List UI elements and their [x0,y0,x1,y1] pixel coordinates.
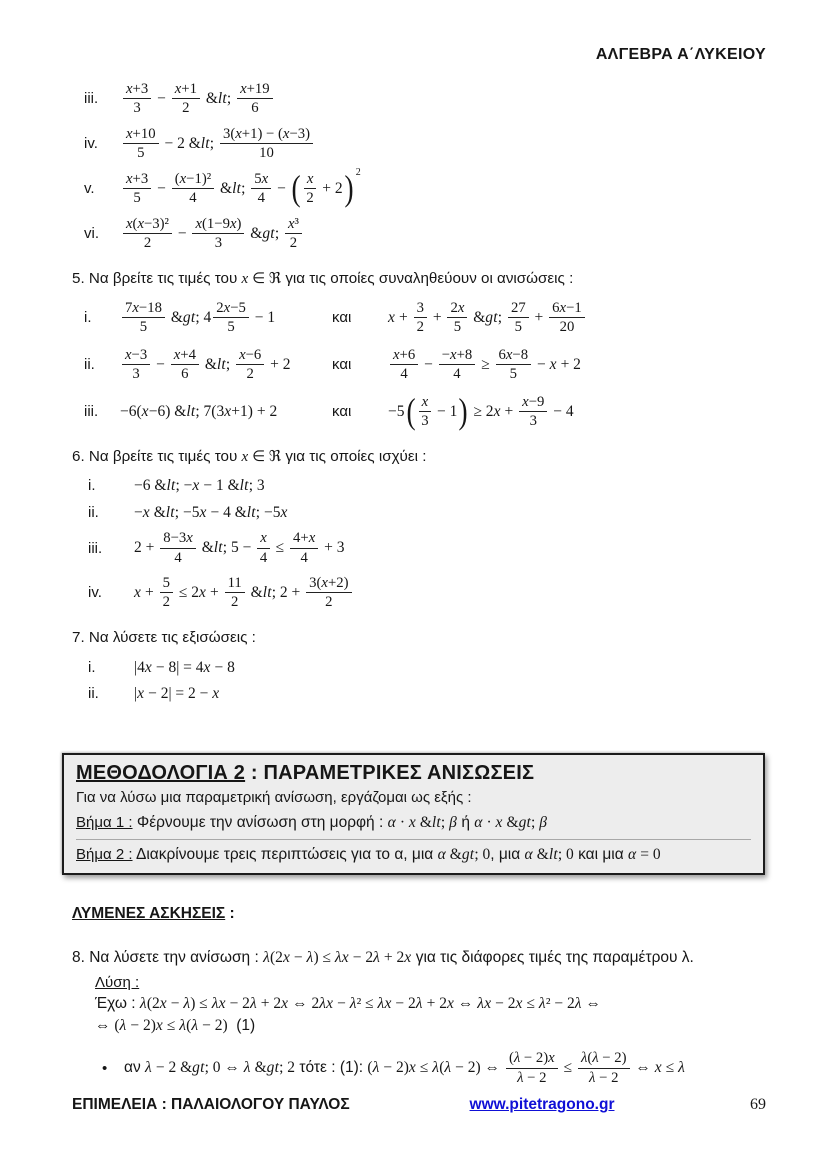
list-item [84,166,828,209]
list-item [84,299,828,337]
list-item [88,684,828,703]
math-expression: |4x − 8| = 4x − 8 [134,658,235,676]
math-expression: $\frac{x+6}{4}$ − $\frac{-x+8}{4}$ ≥ $\frac{6x-8}{5}$ − x + 2 [388,346,828,384]
math-expression: −5 ( $\frac{x}{3}$ − 1 ) ≥ 2x + $\frac{x-9}{3}$ − 4 [388,391,574,432]
problem-statement: 8. Να λύσετε την ανίσωση : λ(2x − λ) ≤ λx − 2λ + 2x για τις διάφορες τιμές της παραμέτρου λ. [72,949,694,967]
methodology-title [76,762,751,785]
problem-6 [0,447,828,612]
editor-credit: ΕΠΙΜΕΛΕΙΑ : ΠΑΛΑΙΟΛΟΓΟΥ ΠΑΥΛΟΣ [72,1096,350,1113]
list-item [88,503,828,522]
item-label: iv. [84,135,98,153]
item-label: i. [88,658,96,676]
item-label: iii. [88,539,103,557]
list-item [88,529,828,567]
math-expression: $\frac{x+10}{5}$ − 2 &lt; $\frac{3(x+1) - (x-3)}{10}$ [121,125,315,163]
math-expression: $\frac{\text{x(x−3)²}}{2}$ − $\frac{x(1-9x)}{3}$ &gt; $\frac{\text{x³}}{2}$ [121,215,304,253]
item-label: v. [84,180,95,198]
list-item [84,393,828,431]
list-item [84,80,828,118]
solution-line: Έχω : λ(2x − λ) ≤ λx − 2λ + 2x ⇔ 2λx − λ² ≤ λx − 2λ + 2x ⇔ λx − 2x ≤ λ² − 2λ ⇔ [95,994,602,1012]
solution-case [102,1049,828,1087]
math-expression: $\frac{x+3}{3}$ − $\frac{x+1}{2}$ &lt; $\frac{x+19}{6}$ [121,80,275,118]
math-expression: −6(x−6) &lt; 7(3x+1) + 2 [120,402,278,420]
math-expression: −x &lt; −5x − 4 &lt; −5x [134,503,288,521]
item-label: ii. [88,685,99,703]
math-expression: −6 &lt; −x − 1 &lt; 3 [134,477,265,495]
item-label: iii. [84,403,99,421]
math-expression: x + $\frac{5}{2}$ ≤ 2x + $\frac{11}{2}$ &lt; 2 + $\frac{3(x+2)}{2}$ [134,574,354,612]
page-header [0,0,828,64]
website-link[interactable]: www.pitetragono.gr [469,1096,615,1113]
item-label: i. [84,309,92,327]
math-expression: |x − 2| = 2 − x [134,685,220,703]
step-text: Φέρνουμε την ανίσωση στη μορφή : α · x &lt; β ή α · x &gt; β [132,814,548,832]
conjunction-label: και [332,356,352,374]
problem-heading: 6. Να βρείτε τις τιμές του x ∈ ℜ για τις οποίες ισχύει : [72,447,427,465]
methodology-title-number: ΜΕΘΟΔΟΛΟΓΙΑ 2 [76,762,246,785]
item-label: i. [88,477,96,495]
conjunction-label: και [332,403,352,421]
list-item [84,346,828,384]
methodology-step-2 [76,839,751,864]
problem-heading: 5. Να βρείτε τις τιμές του x ∈ ℜ για τις οποίες συναληθεύουν οι ανισώσεις : [72,269,574,287]
math-expression: αν λ − 2 &gt; 0 ⇔ λ &gt; 2 τότε : (1): (λ − 2)x ≤ λ(λ − 2) ⇔ $\frac{(\lambda - 2)x}{\lambda - 2}$ ≤ $\frac{\lambda(\lambda - 2)}{\lambda - 2}$ ⇔ x ≤ λ [124,1050,686,1086]
methodology-step-1 [76,810,751,832]
solved-exercises-heading [72,905,828,923]
list-item [88,476,828,495]
page-number: 69 [750,1096,766,1113]
methodology-intro: Για να λύσω μια παραμετρική ανίσωση, εργάζομαι ως εξής : [76,789,472,807]
list-item [88,658,828,677]
item-label: iv. [88,584,102,602]
solved-heading-colon: : [225,905,235,923]
methodology-box [62,753,765,875]
bullet-icon: • [102,1059,108,1077]
solution-label: Λύση : [95,973,140,991]
math-expression: $\frac{x+3}{5}$ − $\frac{\text{(x−1)²}}{4}$ &lt; $\frac{5x}{4}$ − ( $\frac{x}{2}$ + 2 ) 2 [121,170,361,208]
methodology-title-rest: : ΠΑΡΑΜΕΤΡΙΚΕΣ ΑΝΙΣΩΣΕΙΣ [245,762,535,785]
item-label: ii. [84,356,95,374]
page-title: ΑΛΓΕΒΡΑ Α΄ΛΥΚΕΙΟΥ [595,46,766,63]
list-item [88,574,828,612]
list-item [84,215,828,253]
problem-heading: 7. Να λύσετε τις εξισώσεις : [72,628,256,646]
solution-line: ⇔ (λ − 2)x ≤ λ(λ − 2) (1) [95,1017,256,1035]
conjunction-label: και [332,309,352,327]
problem-5 [0,269,828,431]
problem-8 [72,947,828,1087]
list-item [84,125,828,163]
math-expression: 2 + $\frac{8-3x}{4}$ &lt; 5 − $\frac{x}{4}$ ≤ $\frac{4+x}{4}$ + 3 [134,530,345,566]
problem-7 [0,628,828,704]
math-expression: x + $\frac{3}{2}$ + $\frac{2x}{5}$ &gt; $\frac{27}{5}$ + $\frac{6x-1}{20}$ [388,299,828,337]
math-expression: $\frac{x-3}{3}$ − $\frac{x+4}{6}$ &lt; $\frac{x-6}{2}$ + 2 [120,346,332,384]
item-label: vi. [84,225,99,243]
exercise4-items [84,80,828,253]
step-text: Διακρίνουμε τρεις περιπτώσεις για το α, μια α &gt; 0, μια α &lt; 0 και μια α = 0 [132,845,661,863]
item-label: iii. [84,90,99,108]
math-expression: $\frac{7x-18}{5}$ &gt; 4 $\frac{2x-5}{5}$ − 1 [120,299,332,337]
item-label: ii. [88,503,99,521]
solved-heading-text: ΛΥΜΕΝΕΣ ΑΣΚΗΣΕΙΣ [72,905,226,923]
step-label: Βήμα 1 : [76,814,133,832]
step-label: Βήμα 2 : [76,845,133,863]
page-footer [72,1096,766,1114]
